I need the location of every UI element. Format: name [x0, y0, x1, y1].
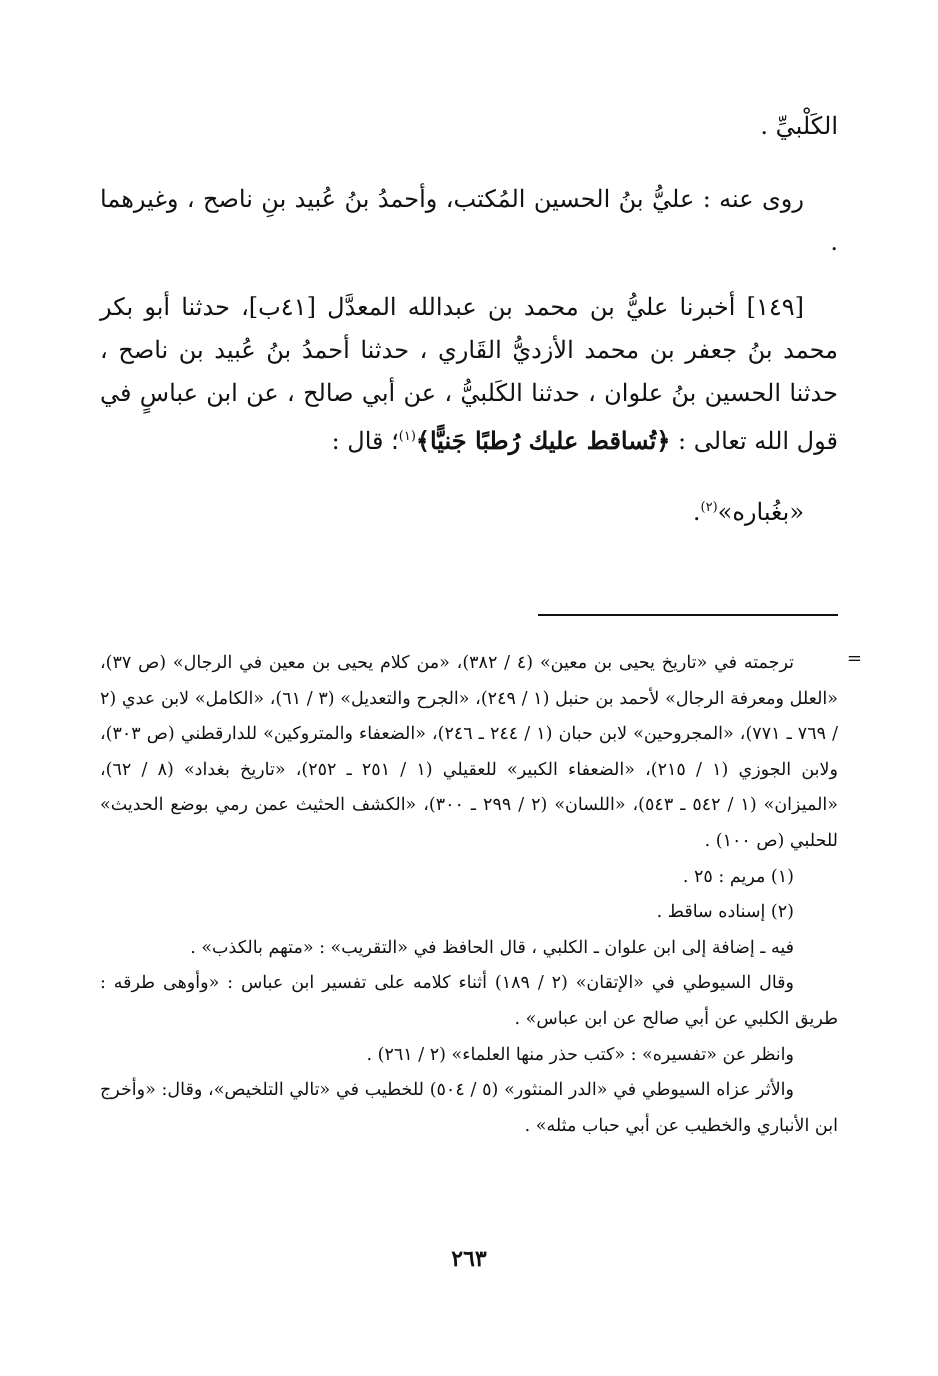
- isnad-text: [١٤٩] أخبرنا عليُّ بن محمد بن عبدالله المعدَّل [٤١ب]، حدثنا أبو بكر محمد بنُ جعفر بن محمد الأزديُّ القَاري ، حدثنا أحمدُ بنُ عُبيد بن ناصح ، حدثنا الحسين بنُ علوان ، حدثنا الكَلبيُّ ، عن أبي صالح ، عن ابن عباسٍ في قول الله تعالى :: [100, 293, 838, 455]
- continuation-mark: =: [846, 648, 862, 669]
- quote-paragraph: [100, 486, 838, 534]
- footnote-2-detail: فيه ـ إضافة إلى ابن علوان ـ الكلبي ، قال الحافظ في «التقريب» : «متهم بالكذب» .: [190, 937, 794, 958]
- footnote-1: (١) مريم : ٢٥ .: [682, 866, 794, 887]
- continued-word: الكَلْبيِّ .: [760, 112, 838, 140]
- footnote-2-durr: والأثر عزاه السيوطي في «الدر المنثور» (٥ / ٥٠٤) للخطيب في «تالي التلخيص»، وقال: «وأخرج ابن الأنباري والخطيب عن أبي حباب مثله» .: [100, 1080, 838, 1136]
- page-number: ٢٦٣: [451, 1246, 487, 1272]
- footnote-2-suyuti: وقال السيوطي في «الإتقان» (٢ / ١٨٩) أثناء كلامه على تفسير ابن عباس : «وأوهى طرقه : طريق الكلبي عن أبي صالح عن ابن عباس» .: [100, 973, 838, 1029]
- footnote-ref-2: (٢): [700, 500, 718, 515]
- hadith-paragraph: [100, 286, 838, 463]
- quote-block: [100, 486, 838, 534]
- hadith-block: [100, 286, 838, 463]
- footnote-ref-1: (١): [398, 429, 416, 444]
- footnotes: [100, 646, 838, 1144]
- footnote-2-see-also: وانظر عن «تفسيره» : «كتب حذر منها العلماء» (٢ / ٢٦١) .: [366, 1044, 794, 1065]
- footnote-2: (٢) إسناده ساقط .: [656, 902, 794, 923]
- quote-text: «بغُباره»: [717, 498, 804, 526]
- quran-verse: ﴿تُساقط عليك رُطبًا جَنيًّا﴾: [415, 426, 671, 455]
- footnote-separator: [538, 614, 838, 616]
- said-text: ؛ قال :: [331, 427, 399, 455]
- footnote-biography: ترجمته في «تاريخ يحيى بن معين» (٤ / ٣٨٢)، «من كلام يحيى بن معين في الرجال» (ص ٣٧)، «العلل ومعرفة الرجال» لأحمد بن حنبل (١ / ٢٤٩)، «الجرح والتعديل» (٣ / ٦١)، «الكامل» لابن عدي (٢ / ٧٦٩ ـ ٧٧١)، «المجروحين» لابن حبان (١ / ٢٤٤ ـ ٢٤٦)، «الضعفاء والمتروكين» للدارقطني (ص ٣٠٣)، ولابن الجوزي (١ / ٢١٥)، «الضعفاء الكبير» للعقيلي (١ / ٢٥١ ـ ٢٥٢)، «تاريخ بغداد» (٨ / ٦٢)، «الميزان» (١ / ٥٤٢ ـ ٥٤٣)، «اللسان» (٢ / ٢٩٩ ـ ٣٠٠)، «الكشف الحثيث عمن رمي بوضع الحديث» للحلبي (ص ١٠٠) .: [100, 653, 839, 851]
- narrators-paragraph: روى عنه : عليُّ بنُ الحسين المُكتب، وأحمدُ بنُ عُبيد بنِ ناصح ، وغيرهما .: [100, 185, 838, 256]
- quote-end: .: [692, 498, 701, 526]
- main-text: [100, 178, 838, 264]
